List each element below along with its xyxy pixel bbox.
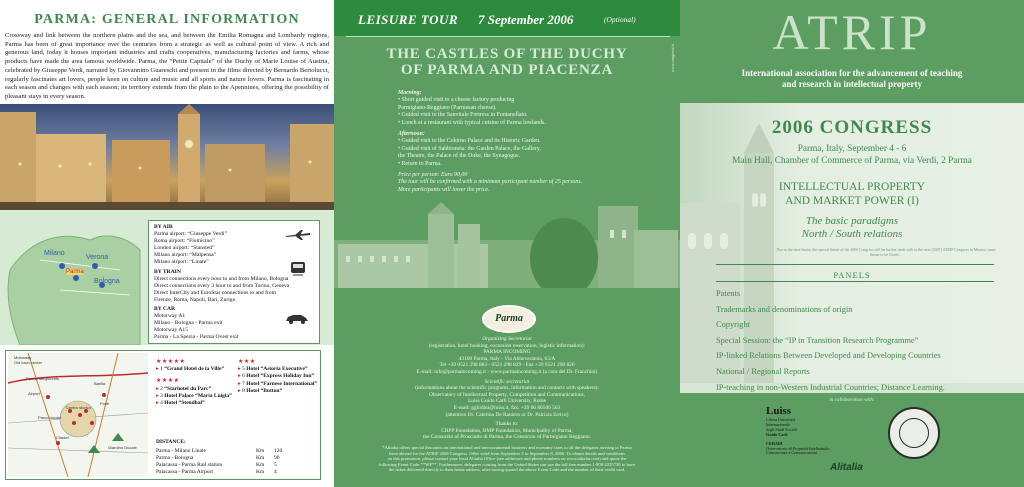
train-line: Firenze, Roma, Napoli, Bari, Zurigo xyxy=(154,296,236,303)
map-label-ponti: Ponti xyxy=(100,401,110,406)
price-note: The tour will be confirmed with a minimum participant number of 25 persons. xyxy=(398,179,583,186)
distance-heading: DISTANCE: xyxy=(156,439,186,445)
alitalia-note: on this promotion, please contact your local Alitalia Office (see addresses and phone numbers on www.alitalia.com) and quote the xyxy=(387,456,627,462)
panel-item: Trademarks and denominations of origin xyxy=(716,304,853,314)
program-line: Parmigiano-Reggiano (Parmesan cheese). xyxy=(398,104,497,111)
three-star-rating: ★★★ xyxy=(238,359,256,365)
contact-info xyxy=(352,336,662,473)
parma-intro-text: Crossway and link between the northern plains and the sea, and between the Emilia Romagna and Lombardy regions, Parma has been of great importance over the centuries from a strategic as well as cultural point of view. A rich and generous land, today it houses important industries and crafts cooperatives, manufacturing factories and farms, whose products have made the area famous worldwide. Parma, the “Petite Capitale” of the Duchy of Marie Louise of Austria, celebrated by Giuseppe Verdi, narrated by Giovannino Guareschi and present in the films directed by Bernardo Bertolucci, regularly fascinates art lovers, people keen on culture and music and all sports and nature lovers. Parma is fascinating in each season and changes with each season; its territory extends from the plain to the Apennines, offering the possibility of pleasant stays in every season. xyxy=(5,32,329,100)
vertical-credit: www.congressi.it xyxy=(670,44,675,72)
contact-line: (attention Dr. Caterina De Raniero or Dr. Patrizia Errico) xyxy=(445,411,569,418)
collaboration-label: in collaboration with: xyxy=(829,397,875,403)
hotel-item: ▸ 8 Hotel “Button” xyxy=(238,387,283,394)
map-label-parma: Parma xyxy=(66,269,84,275)
car-icon xyxy=(285,313,309,324)
map-label-citadel: Citadel xyxy=(56,435,69,440)
distance-row: Palacassa - Parma Rail station Km 5 xyxy=(156,461,277,468)
contact-line: E-mail: info@parmaincoming.it - www.parmaincoming.it (a cura del Dr. Franchini) xyxy=(416,368,598,375)
map-label-giardino: Giardino Ducale xyxy=(108,445,137,450)
atrip-logo-text: ATRIP xyxy=(772,4,932,60)
by-train-heading: BY TRAIN xyxy=(154,268,181,275)
distance-table xyxy=(156,439,316,476)
contact-line: E-mail: gghidini@luiss.it, fax: +39 06 86506 503 xyxy=(453,404,561,411)
general-info-panel xyxy=(0,0,334,487)
map-label-airport: Airport xyxy=(28,391,40,396)
distance-row: Palacassa - Parma Airport Km 4 xyxy=(156,468,277,475)
association-tagline: International association for the advancement of teaching and research in intellectual property xyxy=(741,68,963,89)
panel-item: Special Session: the “IP in Transition Research Programme” xyxy=(716,335,919,345)
hotel-item: ▸ 3 Hotel Palace “Maria Luigia” xyxy=(156,392,232,399)
air-line: Roma airport: “Fiumicino” xyxy=(154,238,215,245)
theme-note: Due to the time limits, the special theme of the 2006 Congress will be further dealt with in the next (2007) ATRIP Congress in Mexico, same theme to be North/... xyxy=(776,248,996,257)
contact-line: Tel +39 0521 298 883 - 0521 298 829 - Fax +39 0521 298 826 xyxy=(439,362,575,369)
thanks-line: the Consorzio of Prosciutto di Parma, the Consorzio of Parmigiano Reggiano. xyxy=(423,434,591,441)
map-label-parco: Parco ducale xyxy=(38,415,62,420)
tour-subtitle: THE CASTLES OF THE DUCHY OF PARMA AND PIACENZA xyxy=(386,46,628,78)
car-line: Motorway A1 xyxy=(154,313,186,320)
city-map-box xyxy=(5,350,321,480)
alitalia-note: from abroad for the ATRIP 2006 Congress. Offer valid from September 2 to September 8, 2006. To obtain details and conditions xyxy=(389,450,625,456)
car-line: Parma - La Spezia - Parma Ovest exit xyxy=(154,334,239,341)
program-line: • Lunch at a restaurant with typical cuisine of Parma lowlands. xyxy=(398,119,546,126)
car-line: Milano - Bologna - Parma exit xyxy=(154,320,223,327)
city-map xyxy=(8,353,148,477)
air-line: Milano airport: “Linate” xyxy=(154,259,209,266)
chamber-seal-icon xyxy=(888,407,940,459)
alitalia-note: following Event Code **WF**. Furthermore, delegates coming from the United States can use the toll free number 1-800-2235730 to have xyxy=(378,461,636,467)
parma-logo: Parma xyxy=(482,305,536,333)
program-line: • Guided visit to the Sanvitale Fortress in Fontanellato. xyxy=(398,112,528,119)
five-star-rating: ★★★★★ xyxy=(156,359,186,365)
distance-row: Parma - Bologna Km 90 xyxy=(156,454,280,461)
leisure-tour-header xyxy=(334,0,680,36)
four-star-rating: ★★★★ xyxy=(156,378,180,385)
parma-city-photo xyxy=(0,104,334,222)
program-line: • Guided visit of Sabbioneta: the Garden Palace, the Gallery, xyxy=(398,145,541,152)
air-line: Milano airport: “Malpensa” xyxy=(154,252,217,259)
alitalia-note: *Alitalia offers special discounts on international and intercontinental business and economy fares to all the delegates arriving to Parma xyxy=(382,444,632,450)
alitalia-logo: Alitalia xyxy=(830,462,863,473)
tour-program xyxy=(398,90,638,194)
atrip-congress-panel xyxy=(680,0,1024,487)
price-note: More participants will lower the price. xyxy=(398,186,490,193)
contact-line: (informations about the scientific programs, information and contacts with speakers): xyxy=(415,385,599,392)
map-label-milano: Milano xyxy=(44,250,65,257)
train-icon xyxy=(289,261,307,277)
legend-old-town: Old town center xyxy=(14,360,43,365)
divider xyxy=(346,36,670,37)
alitalia-note: the ticket delivered directly to their home address, after having quoted the above Event Code and the number of their credit card. xyxy=(388,467,626,473)
general-info-title: PARMA: GENERAL INFORMATION xyxy=(34,12,300,27)
contact-line: PARMA INCOMING xyxy=(483,349,531,356)
legend-motorway: Motorway xyxy=(14,355,32,360)
thanks-line: Thanks to: xyxy=(495,421,519,428)
congress-theme: INTELLECTUAL PROPERTY AND MARKET POWER (I) xyxy=(778,181,926,207)
leisure-tour-title: LEISURE TOUR xyxy=(358,12,459,27)
train-line: Direct connections every 3 hour to and from Torino, Geneva xyxy=(154,282,290,289)
plane-icon xyxy=(285,229,311,241)
thanks-line: CRPP Foundation, BMP Foundation, Municipality of Parma, xyxy=(441,427,573,434)
afternoon-heading: Afternoon: xyxy=(398,131,425,138)
panel-item: Copyright xyxy=(716,320,750,330)
map-label-verona: Verona xyxy=(86,254,109,261)
distance-row: Parma - Milano Linate Km 120 xyxy=(156,447,283,454)
contact-line: Luiss Guido Carli University, Rome xyxy=(468,398,546,405)
optional-label: (Optional) xyxy=(604,15,636,24)
travel-info-box xyxy=(148,220,320,344)
organizing-secretariat-heading: Organizing Secretariat xyxy=(482,336,532,342)
morning-heading: Morning: xyxy=(398,90,422,96)
map-label-fairgrounds: Parma fairgrounds xyxy=(26,376,59,381)
divider xyxy=(716,281,994,282)
hotel-item: ▸ 2 “Starhotel du Parc” xyxy=(156,385,212,392)
train-line: Direct connections every hour to and from Milano, Bologna xyxy=(154,275,289,282)
castle-photo xyxy=(334,200,680,310)
program-line: the Theatre, the Palace of the Duke, the Synagogue. xyxy=(398,153,521,160)
contact-line: (registration, hotel booking, excursion reservation, logistic information): xyxy=(428,342,586,349)
air-line: Parma airport: “Giuseppe Verdi” xyxy=(154,231,228,238)
divider xyxy=(716,264,994,265)
price-line: Price per person: Euro 90,00 xyxy=(398,172,468,179)
scientific-secretariat-heading: Scientific secretariat xyxy=(484,378,530,385)
hotel-item: ▸ 1 “Grand Hotel de la Ville” xyxy=(156,366,225,373)
congress-subtheme: The basic paradigms North / South relations xyxy=(801,215,903,240)
train-line: Direct InterCity and EuroStar connections to and from xyxy=(154,289,276,296)
car-line: Motorway A15 xyxy=(154,327,189,334)
map-label-barilla: Barilla xyxy=(94,381,106,386)
congress-venue: Parma, Italy, September 4 - 6 Main Hall, Chamber of Commerce of Parma, via Verdi, 2 Parma xyxy=(732,144,972,166)
program-line: • Short guided visit to a cheese factory producing xyxy=(398,97,515,104)
hotel-item: ▸ 6 Hotel “Express Holiday Inn” xyxy=(238,373,315,380)
panel-item: IP-teaching in non-Western Industrial Countries; Distance Learning. xyxy=(716,382,945,392)
hotel-item: ▸ 4 Hotel “Stendhal” xyxy=(156,400,205,407)
leisure-tour-date: 7 September 2006 xyxy=(478,12,574,27)
leisure-tour-panel xyxy=(334,0,680,487)
contact-line: 43100 Parma, Italy - Via Abbeveratoia, 63/A xyxy=(458,355,556,362)
panel-item: Patents xyxy=(716,289,741,298)
program-line: • Return to Parma. xyxy=(398,160,442,167)
luiss-logo: Luiss Libera Università Internazionale degli Studi Sociali Guido Carli CERADI Osservatorio di Proprietà Intellettuale, Concorrenza e Comunicazioni xyxy=(766,405,831,456)
panel-item: IP-linked Relations Between Developed and Developing Countries xyxy=(716,351,941,361)
panel-item: National / Regional Reports xyxy=(716,366,810,376)
hotel-item: ▸ 5 Hotel “Astoria Executive” xyxy=(238,366,308,373)
congress-title: 2006 CONGRESS xyxy=(771,117,933,138)
hotel-item: ▸ 7 Hotel “Farnese International” xyxy=(238,380,318,387)
map-label-centro: Centro storico xyxy=(66,405,91,410)
by-car-heading: BY CAR xyxy=(154,306,176,313)
air-line: London airport: “Stansted” xyxy=(154,245,215,252)
contact-line: Observatory of Intellectual Property, Competition and Communications, xyxy=(429,391,585,398)
program-line: • Guided visit to the Colorno Palace and its Historic Garden. xyxy=(398,138,541,145)
panels-list xyxy=(716,286,1016,395)
panels-heading: PANELS xyxy=(833,270,871,280)
map-label-bologna: Bologna xyxy=(94,278,120,285)
by-air-heading: BY AIR xyxy=(154,224,173,230)
